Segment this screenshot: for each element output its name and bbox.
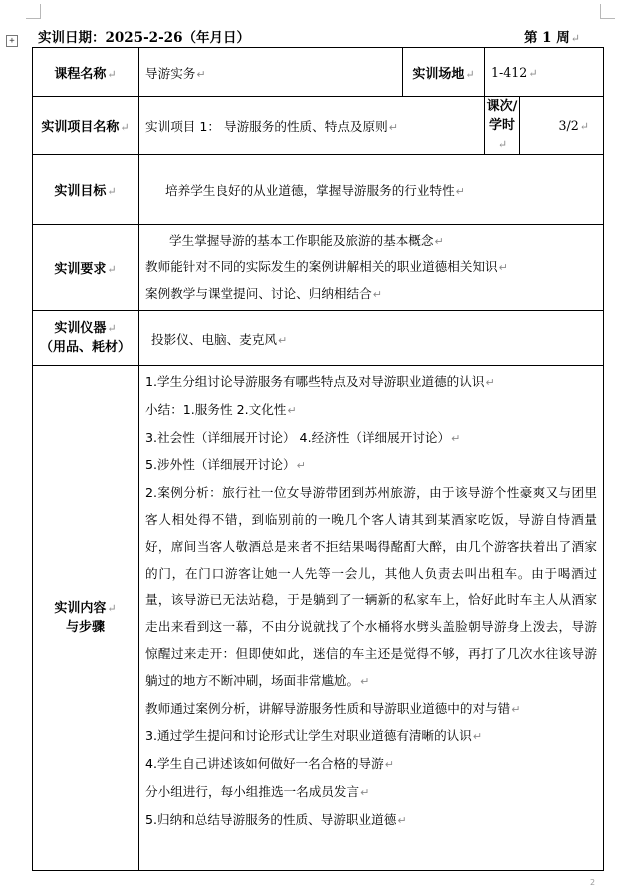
- equipment-label-line-1: 实训仪器: [54, 321, 107, 336]
- week-text: 第 1 周: [523, 30, 570, 46]
- case-analysis: 2.案例分析：旅行社一位女导游带团到苏州旅游，由于该导游个性豪爽又与团里客人相处得不错，到临别前的一晚几个客人请其到某酒家吃饭，导游自恃酒量好，席间当客人敬酒总是来者不拒结果喝得酩酊大醉，由几个游客扶着出了酒家的门，在门口游客让她一人先等一会儿，其他人负责去叫出租车。由于喝酒过量，该导游已无法站稳，于是躺到了一辆新的私家车上，恰好此时车主人从酒家走出来看到这一幕，不由分说就找了个水桶将水劈头盖脸朝导游身上泼去，导游惊醒过来走开：但即使如此，迷信的车主还是觉得不够，再打了几次水往该导游躺过的地方不断冲刷，场面非常尴尬。↵: [145, 485, 597, 688]
- project-value: 实训项目 1： 导游服务的性质、特点及原则: [145, 119, 388, 134]
- requirement-line: 教师能针对不同的实际发生的案例讲解相关的职业道德相关知识↵: [145, 259, 508, 275]
- page-corner-top-right: [600, 4, 615, 19]
- row-goal: [33, 155, 604, 225]
- week-number: 第 1 周↵: [523, 30, 580, 46]
- course-value: 导游实务: [145, 65, 196, 81]
- equipment-text: 投影仪、电脑、麦克风: [151, 331, 277, 347]
- step-text-4: 5.涉外性（详细展开讨论）: [145, 457, 296, 473]
- step-line: 4.学生自己讲述该如何做好一名合格的导游↵: [145, 756, 394, 772]
- session-label-cell: 课次/ 学时↵: [485, 97, 520, 155]
- step-line: 3.社会性（详细展开讨论） 4.经济性（详细展开讨论）↵: [145, 429, 461, 445]
- course-label-cell: 课程名称↵: [33, 48, 139, 97]
- page-corner-top-left: [26, 4, 41, 19]
- content-label-line-2: 与步骤: [65, 620, 105, 635]
- goal-text: 培养学生良好的从业道德，掌握导游服务的行业特性: [165, 183, 455, 198]
- step-text-5: 教师通过案例分析，讲解导游服务性质和导游职业道德中的对与错: [145, 700, 511, 716]
- row-requirements: [33, 225, 604, 311]
- header-line: [38, 24, 580, 46]
- step-line: 分小组进行，每小组推选一名成员发言↵: [145, 783, 370, 799]
- requirement-line: 学生掌握导游的基本工作职能及旅游的基本概念↵: [169, 232, 444, 248]
- row-project: [33, 97, 604, 155]
- requirements-text-cell[interactable]: [139, 225, 604, 311]
- content-label-line-1: 实训内容: [54, 601, 107, 616]
- session-label-line-1: 课次/: [486, 99, 518, 114]
- step-text-9: 5.归纳和总结导游服务的性质、导游职业道德: [145, 811, 397, 827]
- requirement-text-2: 教师能针对不同的实际发生的案例讲解相关的职业道德相关知识: [145, 259, 498, 275]
- step-line: 5.涉外性（详细展开讨论）↵: [145, 457, 306, 473]
- session-value-cell[interactable]: 3/2↵: [520, 97, 604, 155]
- equipment-label-cell: 实训仪器↵ （用品、耗材）: [33, 311, 139, 366]
- requirement-text-1: 学生掌握导游的基本工作职能及旅游的基本概念: [169, 232, 434, 248]
- requirements-label-cell: 实训要求↵: [33, 225, 139, 311]
- project-label: 实训项目名称: [41, 120, 120, 135]
- venue-value-cell[interactable]: 1-412↵: [485, 48, 604, 97]
- step-line: 教师通过案例分析，讲解导游服务性质和导游职业道德中的对与错↵: [145, 700, 521, 716]
- requirement-text-3: 案例教学与课堂提问、讨论、归纳相结合: [145, 285, 372, 301]
- step-text-6: 3.通过学生提问和讨论形式让学生对职业道德有清晰的认识: [145, 728, 472, 744]
- goal-label-cell: 实训目标↵: [33, 155, 139, 225]
- project-value-cell[interactable]: 实训项目 1： 导游服务的性质、特点及原则↵: [139, 97, 485, 155]
- course-label: 课程名称: [54, 66, 107, 82]
- venue-value: 1-412: [491, 64, 528, 80]
- training-table: [32, 47, 604, 871]
- page-number: 2: [590, 878, 596, 887]
- step-text-7: 4.学生自己讲述该如何做好一名合格的导游: [145, 756, 384, 772]
- requirements-label: 实训要求: [54, 262, 107, 277]
- step-line: 1.学生分组讨论导游服务有哪些特点及对导游职业道德的认识↵: [145, 374, 495, 389]
- equipment-label-line-2: （用品、耗材）: [39, 340, 131, 355]
- row-equipment: [33, 311, 604, 366]
- venue-label: 实训场地: [412, 66, 465, 82]
- course-value-cell[interactable]: 导游实务↵: [139, 48, 403, 97]
- step-text-1: 1.学生分组讨论导游服务有哪些特点及对导游职业道德的认识: [145, 374, 485, 389]
- venue-label-cell: 实训场地↵: [403, 48, 485, 97]
- project-label-cell: 实训项目名称↵: [33, 97, 139, 155]
- row-course: [33, 48, 604, 97]
- content-label-cell: 实训内容↵ 与步骤: [33, 366, 139, 871]
- step-text-3: 3.社会性（详细展开讨论） 4.经济性（详细展开讨论）: [145, 429, 451, 445]
- equipment-text-cell[interactable]: 投影仪、电脑、麦克风↵: [139, 311, 604, 366]
- training-date: 实训日期：2025-2-26（年月日）: [38, 30, 250, 46]
- requirement-line: 案例教学与课堂提问、讨论、归纳相结合↵: [145, 285, 382, 301]
- content-text-cell[interactable]: [139, 366, 604, 871]
- goal-label: 实训目标: [54, 184, 107, 199]
- step-line: 5.归纳和总结导游服务的性质、导游职业道德↵: [145, 811, 407, 827]
- step-line: 3.通过学生提问和讨论形式让学生对职业道德有清晰的认识↵: [145, 728, 483, 744]
- goal-text-cell[interactable]: 培养学生良好的从业道德，掌握导游服务的行业特性↵: [139, 155, 604, 225]
- step-line: 小结：1.服务性 2.文化性↵: [145, 401, 297, 417]
- case-analysis-text: 2.案例分析：旅行社一位女导游带团到苏州旅游，由于该导游个性豪爽又与团里客人相处得不错，到临别前的一晚几个客人请其到某酒家吃饭，导游自恃酒量好，席间当客人敬酒总是来者不拒结果喝得酩酊大醉，由几个游客扶着出了酒家的门，在门口游客让她一人先等一会儿，其他人负责去叫出租车。由于喝酒过量，该导游已无法站稳，于是躺到了一辆新的私家车上，恰好此时车主人从酒家走出来看到这一幕，不由分说就找了个水桶将水劈头盖脸朝导游身上泼去，导游惊醒过来走开：但即使如此，迷信的车主还是觉得不够，再打了几次水往该导游躺过的地方不断冲刷，场面非常尴尬。: [145, 485, 597, 688]
- step-text-2: 小结：1.服务性 2.文化性: [145, 401, 287, 417]
- step-text-8: 分小组进行，每小组推选一名成员发言: [145, 783, 360, 799]
- table-move-icon[interactable]: +: [6, 35, 18, 47]
- session-label-line-2: 学时: [488, 118, 515, 133]
- row-content: [33, 366, 604, 871]
- session-value: 3/2: [558, 118, 579, 133]
